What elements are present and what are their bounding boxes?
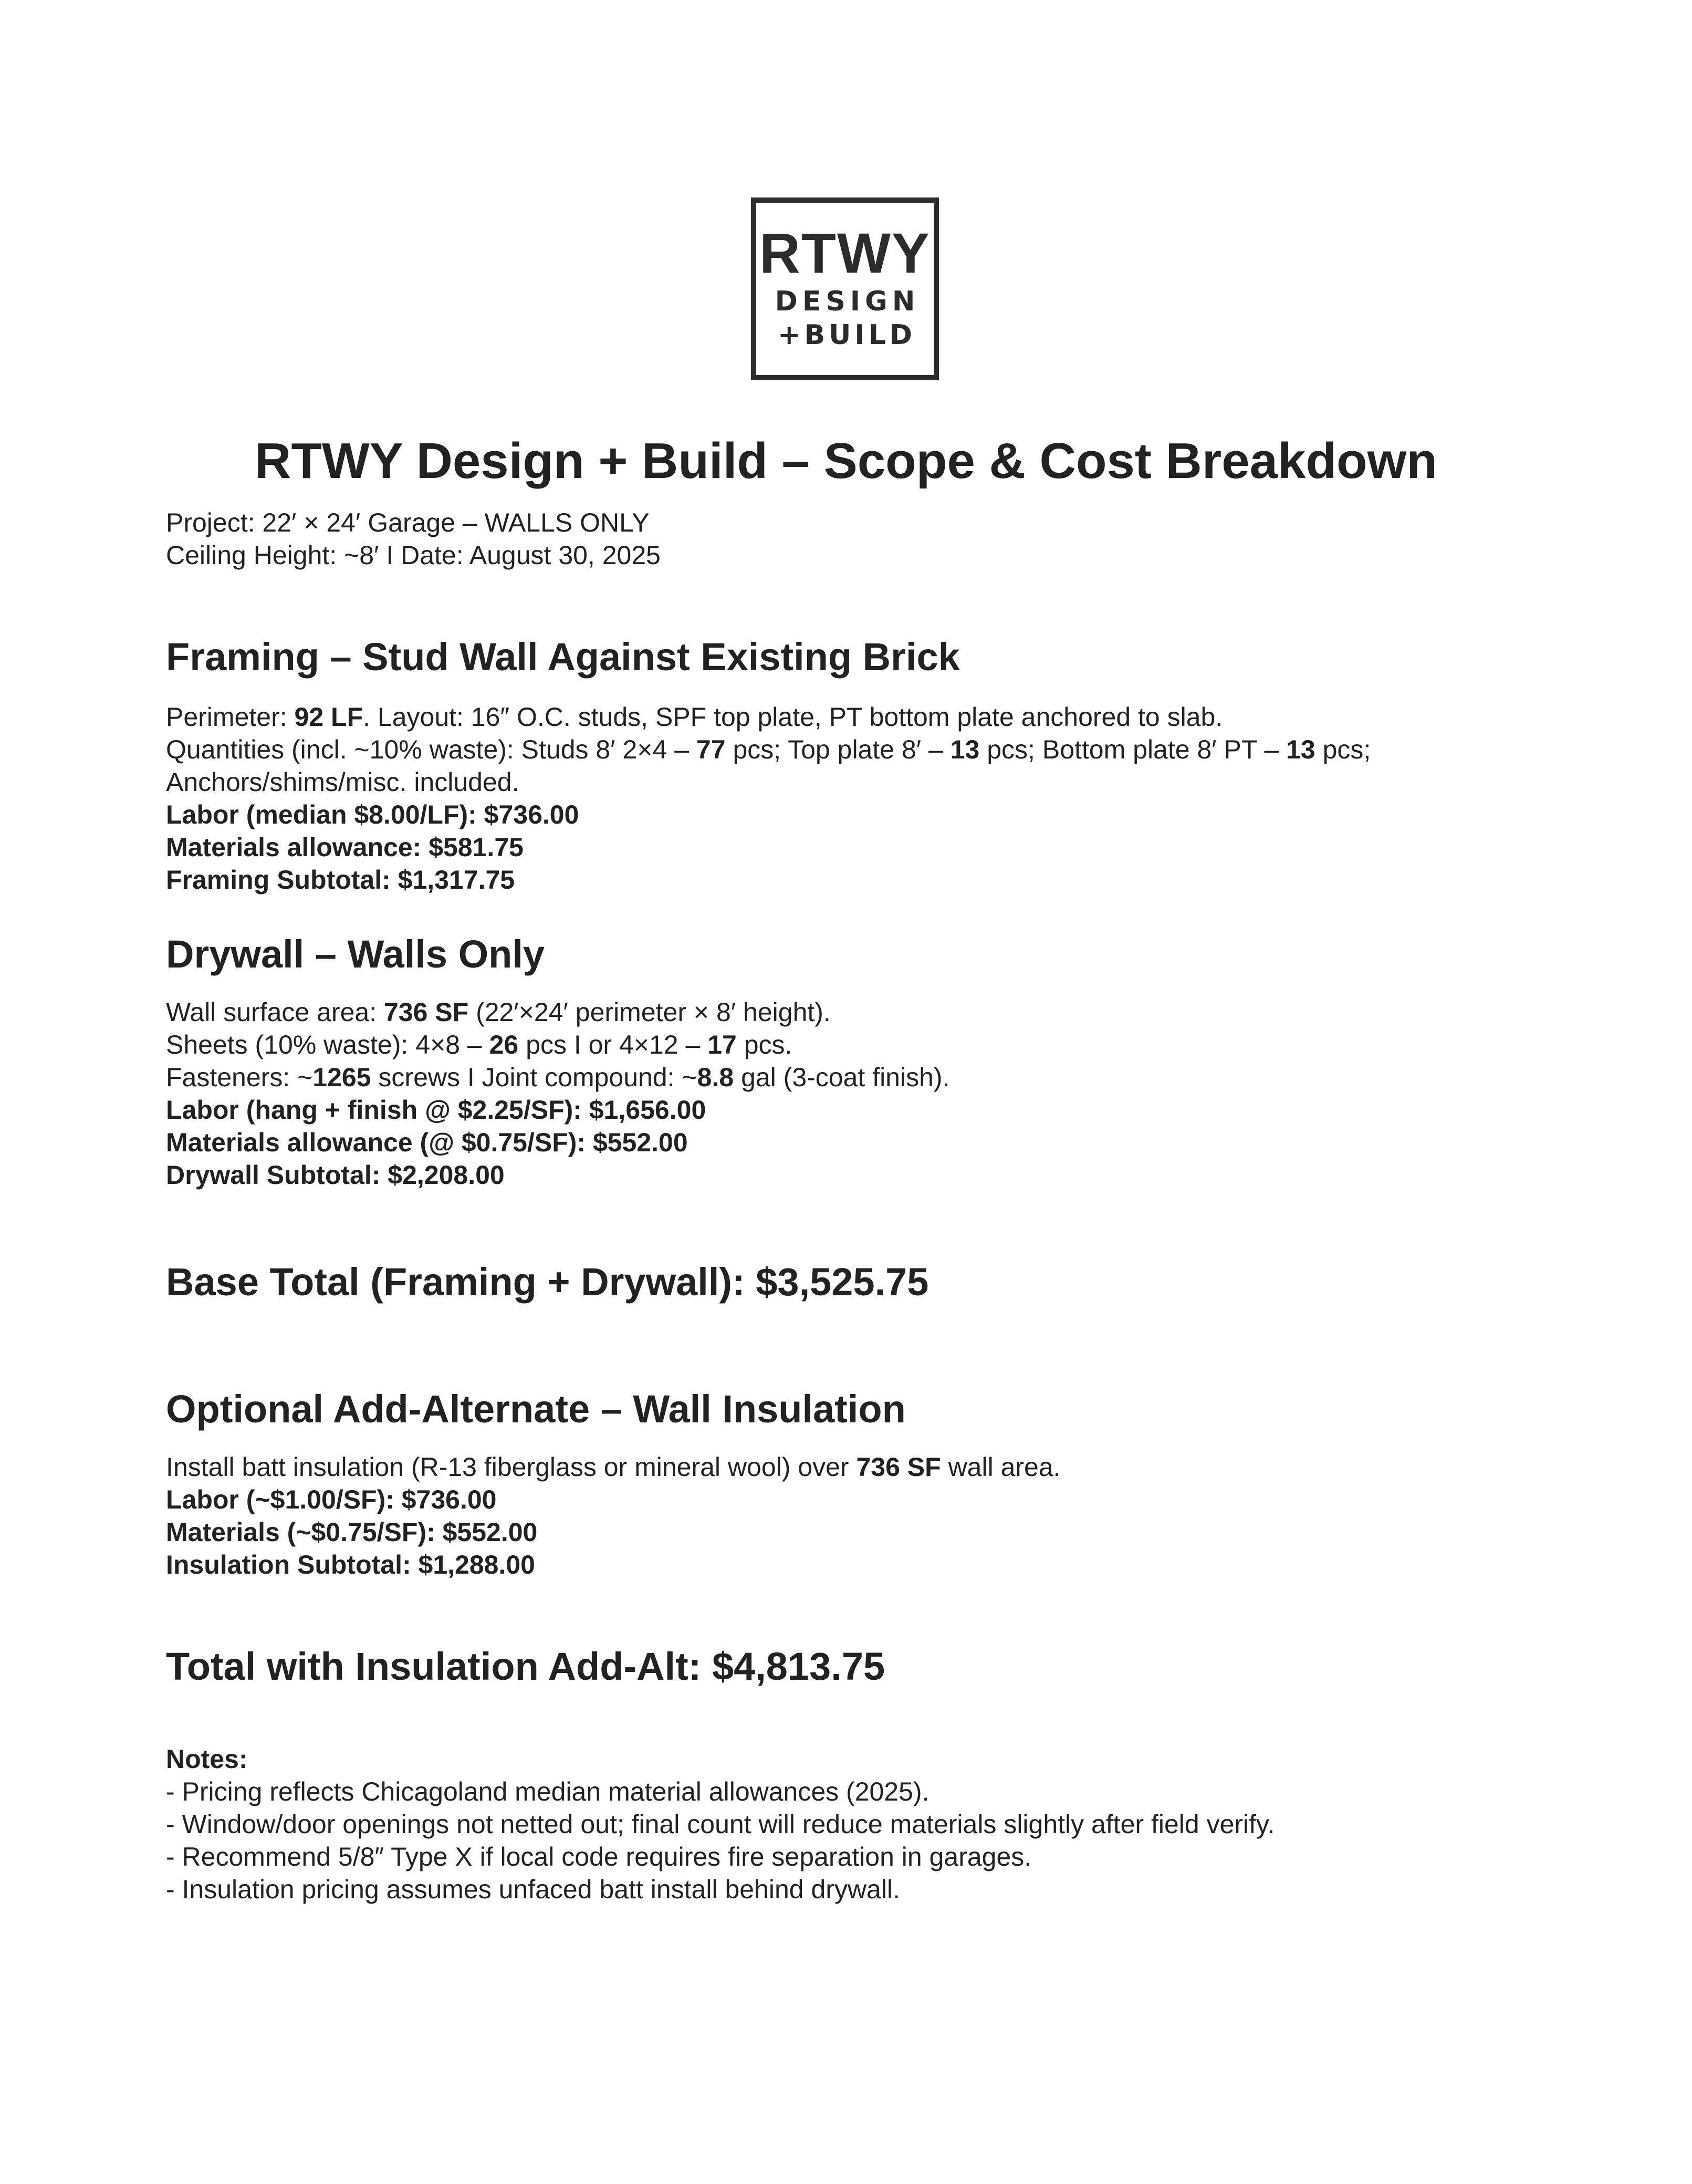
- insulation-install-line: Install batt insulation (R-13 fiberglass or mineral wool) over 736 SF wall area.: [166, 1452, 1061, 1482]
- logo-line-3: +BUILD: [777, 319, 916, 351]
- drywall-materials: Materials allowance (@ $0.75/SF): $552.00: [166, 1128, 688, 1157]
- project-line: Project: 22′ × 24′ Garage – WALLS ONLY: [166, 508, 650, 537]
- logo-line-1: RTWY: [759, 221, 931, 285]
- framing-materials: Materials allowance: $581.75: [166, 833, 524, 862]
- framing-section: [166, 633, 1531, 681]
- framing-perimeter-line: Perimeter: 92 LF. Layout: 16″ O.C. studs, SPF top plate, PT bottom plate anchored to slab.: [166, 702, 1223, 732]
- drywall-section: [166, 931, 1531, 978]
- insulation-heading: Optional Add-Alternate – Wall Insulation: [166, 1387, 906, 1431]
- base-total-section: [166, 1259, 1531, 1306]
- framing-misc-line: Anchors/shims/misc. included.: [166, 767, 519, 797]
- document-title: RTWY Design + Build – Scope & Cost Breakdown: [255, 433, 1437, 489]
- framing-labor: Labor (median $8.00/LF): $736.00: [166, 800, 579, 829]
- note-item: - Recommend 5/8″ Type X if local code requires fire separation in garages.: [166, 1842, 1032, 1871]
- logo-line-2: DESIGN: [775, 286, 920, 317]
- total-with-insulation: Total with Insulation Add-Alt: $4,813.75: [166, 1645, 885, 1688]
- notes-heading: Notes:: [166, 1744, 248, 1774]
- total-with-insulation-section: [166, 1643, 1531, 1690]
- drywall-fasteners-line: Fasteners: ~1265 screws I Joint compound: ~8.8 gal (3-coat finish).: [166, 1063, 950, 1092]
- project-info: [166, 506, 1531, 571]
- drywall-subtotal: Drywall Subtotal: $2,208.00: [166, 1160, 505, 1190]
- insulation-subtotal: Insulation Subtotal: $1,288.00: [166, 1550, 535, 1579]
- drywall-area-line: Wall surface area: 736 SF (22′×24′ perimeter × 8′ height).: [166, 997, 831, 1027]
- notes-section: [166, 1743, 1531, 1906]
- framing-subtotal: Framing Subtotal: $1,317.75: [166, 865, 515, 895]
- framing-heading: Framing – Stud Wall Against Existing Brick: [166, 635, 960, 679]
- framing-details: [166, 701, 1531, 896]
- insulation-materials: Materials (~$0.75/SF): $552.00: [166, 1517, 538, 1547]
- drywall-heading: Drywall – Walls Only: [166, 932, 545, 976]
- insulation-labor: Labor (~$1.00/SF): $736.00: [166, 1485, 497, 1514]
- drywall-labor: Labor (hang + finish @ $2.25/SF): $1,656.00: [166, 1095, 706, 1125]
- note-item: - Window/door openings not netted out; final count will reduce materials slightly after field verify.: [166, 1809, 1275, 1839]
- note-item: - Insulation pricing assumes unfaced batt install behind drywall.: [166, 1875, 900, 1904]
- ceiling-date-line: Ceiling Height: ~8′ I Date: August 30, 2025: [166, 540, 661, 570]
- drywall-sheets-line: Sheets (10% waste): 4×8 – 26 pcs I or 4×12 – 17 pcs.: [166, 1030, 792, 1059]
- insulation-section: [166, 1386, 1531, 1433]
- drywall-details: [166, 996, 1531, 1191]
- framing-quantities-line: Quantities (incl. ~10% waste): Studs 8′ 2×4 – 77 pcs; Top plate 8′ – 13 pcs; Bottom plate 8′ PT – 13 pcs;: [166, 735, 1371, 764]
- note-item: - Pricing reflects Chicagoland median material allowances (2025).: [166, 1777, 929, 1806]
- company-logo: [751, 197, 939, 380]
- insulation-details: [166, 1451, 1531, 1581]
- base-total: Base Total (Framing + Drywall): $3,525.75: [166, 1260, 929, 1304]
